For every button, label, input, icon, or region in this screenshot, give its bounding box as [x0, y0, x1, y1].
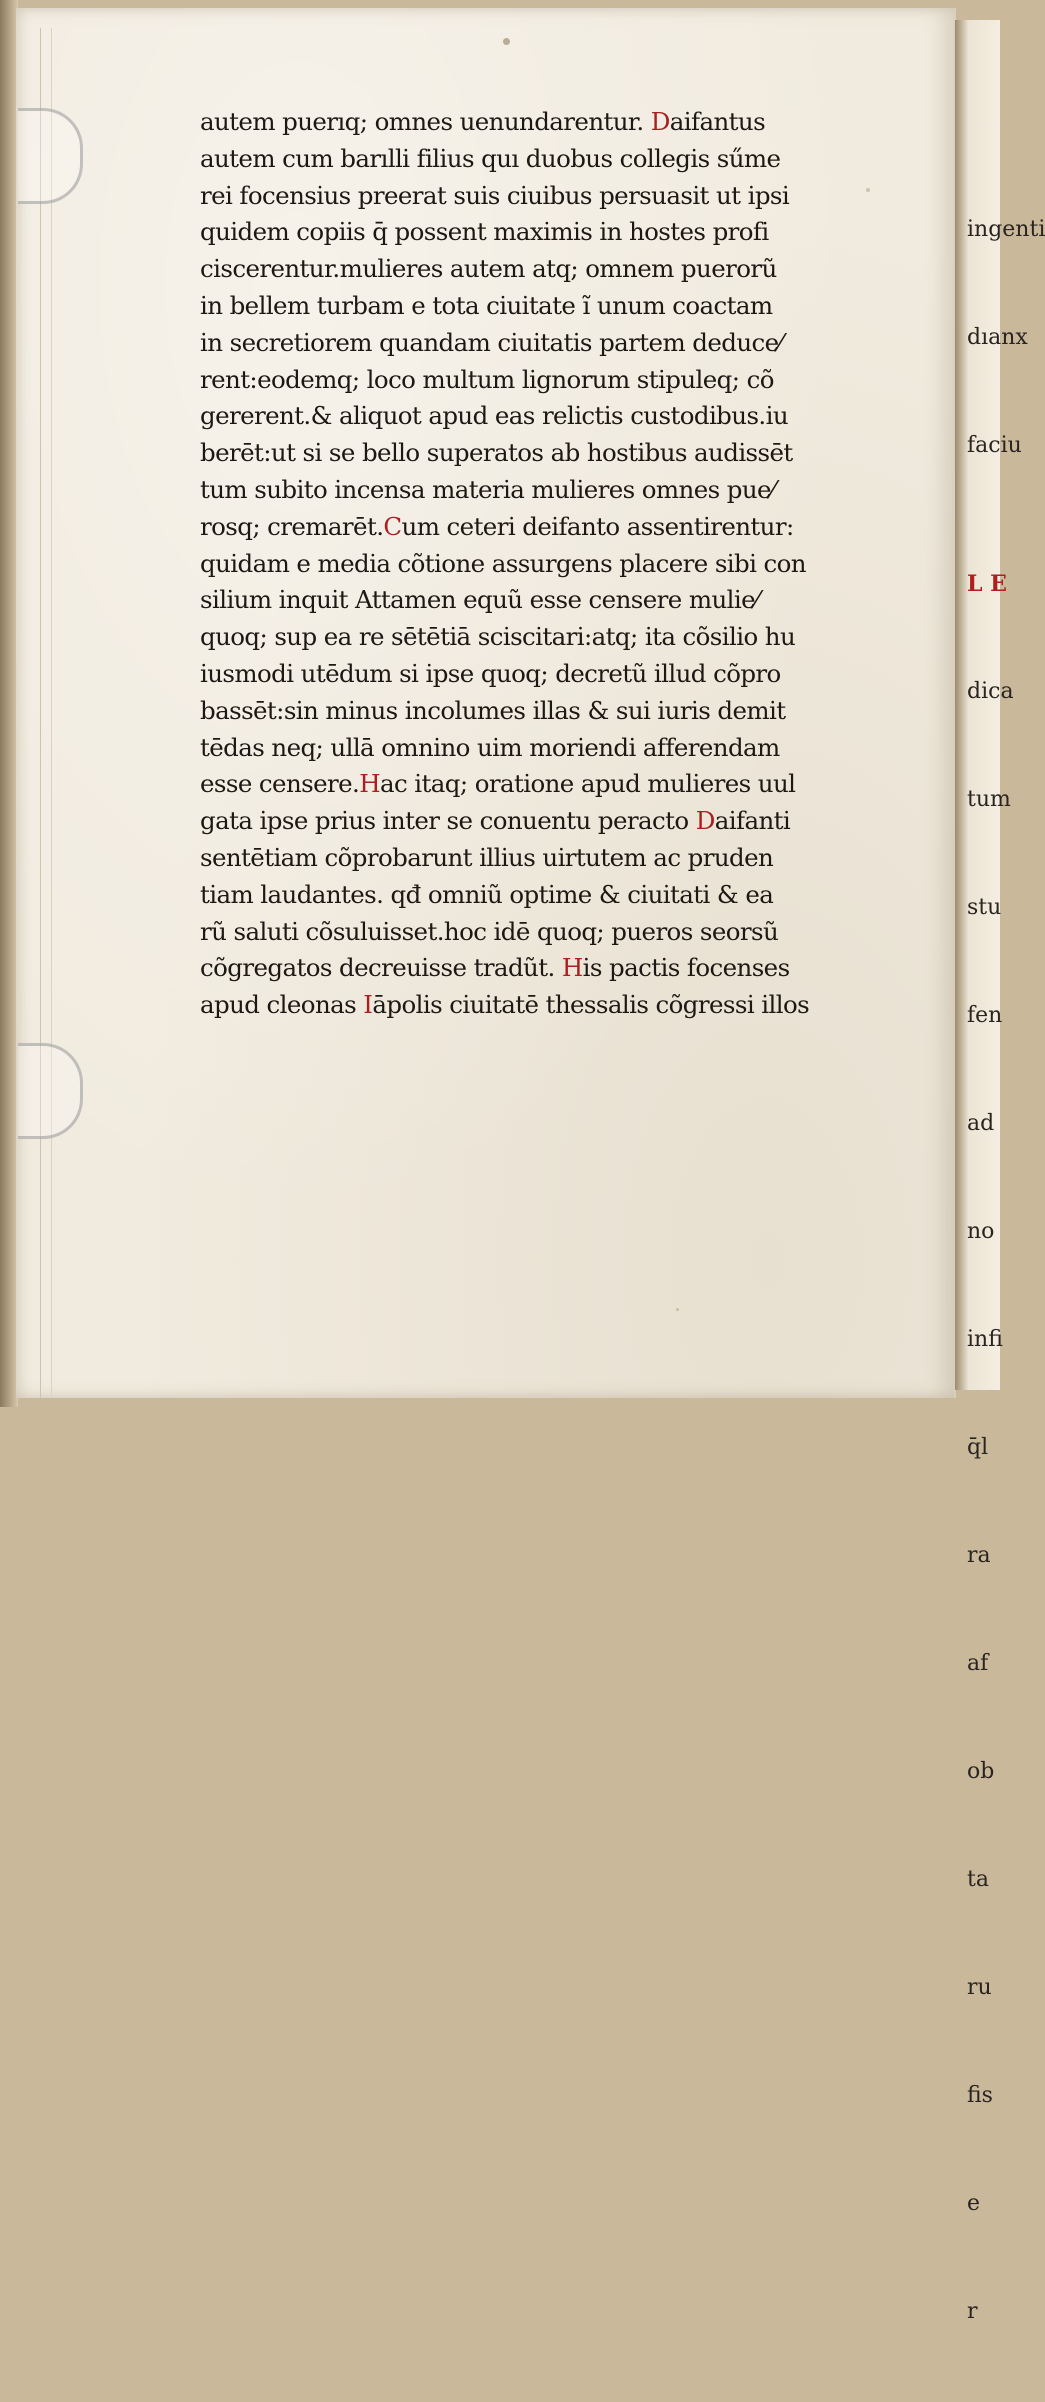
text-line: rosq; cremarēt.Cum ceteri deifanto assentirentur:	[200, 511, 794, 541]
text-line: quidem copiis q̄ possent maximis in hostes profi	[200, 217, 769, 247]
book-clip-bottom	[18, 1043, 83, 1139]
text-line: bassēt:sin minus incolumes illas & sui iuris demit	[200, 695, 786, 725]
text-line: quidam e media cõtione assurgens placere sibi con	[200, 548, 806, 578]
text-line: in secretiorem quandam ciuitatis partem deduce⁄	[200, 327, 783, 357]
text-line: gererent.& aliquot apud eas relictis custodibus.iu	[200, 401, 789, 431]
text-line: autem cum barılli filius quı duobus collegis sűme	[200, 143, 781, 173]
text-line: ciscerentur.mulieres autem atq; omnem puerorũ	[200, 254, 777, 284]
ink-spot	[676, 1308, 679, 1311]
text-line: gata ipse prius inter se conuentu peracto Daifanti	[200, 806, 791, 836]
text-line: autem puerıq; omnes uenundarentur. Daifantus	[200, 107, 766, 136]
facing-fragment: infi	[967, 1327, 1003, 1352]
rubric-initial: D	[650, 107, 670, 136]
text-line: rei focensius preerat suis ciuibus persuasit ut ipsi	[200, 180, 790, 210]
facing-page-fragments	[967, 20, 1045, 2402]
text-line: berēt:ut si se bello superatos ab hostibus audissēt	[200, 438, 793, 468]
text-line: iusmodi utēdum si ipse quoq; decretũ illud cõpro	[200, 658, 781, 688]
page-mark	[503, 38, 510, 45]
ink-spot	[866, 188, 870, 192]
facing-fragment: fis	[967, 2083, 993, 2108]
facing-fragment: ru	[967, 1975, 992, 2000]
facing-fragment: dıanx	[967, 325, 1028, 350]
text-line: sentētiam cõprobarunt illius uirtutem ac pruden	[200, 842, 774, 872]
book-clip-top	[18, 108, 83, 204]
rubric-initial: I	[363, 990, 373, 1020]
facing-fragment-rubric: L E	[967, 571, 1007, 597]
facing-fragment: ob	[967, 1759, 995, 1784]
facing-fragment: e	[967, 2191, 981, 2216]
text-line: tēdas neq; ullā omnino uim moriendi afferendam	[200, 732, 780, 762]
facing-fragment: stu	[967, 895, 1002, 920]
facing-fragment: fen	[967, 1003, 1003, 1028]
text-line: cõgregatos decreuisse tradũt. His pactis focenses	[200, 953, 790, 983]
text-line: esse censere.Hac itaq; oratione apud mulieres uul	[200, 769, 796, 799]
text-line: quoq; sup ea re sētētiā sciscitari:atq; ita cõsilio hu	[200, 622, 796, 652]
rubric-initial: C	[383, 511, 402, 541]
facing-fragment: dica	[967, 679, 1014, 704]
facing-fragment: ingenti	[967, 217, 1045, 242]
text-line: in bellem turbam e tota ciuitate ĩ unum coactam	[200, 290, 773, 320]
rubric-initial: H	[359, 769, 380, 799]
facing-fragment: ta	[967, 1867, 989, 1892]
facing-page-edge	[955, 20, 1045, 2324]
rubric-initial: D	[695, 806, 715, 836]
text-line: tiam laudantes. qđ omniũ optime & ciuitati & ea	[200, 879, 774, 909]
facing-fragment: r	[967, 2299, 978, 2324]
text-line: apud cleonas Iāpolis ciuitatē thessalis cõgressi illos	[200, 990, 810, 1020]
text-line: rũ saluti cõsuluisset.hoc idē quoq; pueros seorsũ	[200, 916, 779, 946]
facing-fragment: tum	[967, 787, 1011, 812]
facing-fragment: ra	[967, 1543, 991, 1568]
page-edges	[40, 28, 52, 1398]
facing-fragment: no	[967, 1219, 995, 1244]
text-block	[200, 104, 840, 1024]
text-line: silium inquit Attamen equũ esse censere mulie⁄	[200, 585, 759, 615]
facing-fragment: ad	[967, 1111, 995, 1136]
text-line: tum subito incensa materia mulieres omnes pue⁄	[200, 474, 775, 504]
facing-fragment: faciu	[967, 433, 1022, 458]
rubric-initial: H	[561, 953, 583, 983]
facing-fragment: q̄l	[967, 1435, 989, 1460]
text-line: rent:eodemq; loco multum lignorum stipuleq; cõ	[200, 364, 774, 394]
facing-fragment: af	[967, 1651, 989, 1676]
